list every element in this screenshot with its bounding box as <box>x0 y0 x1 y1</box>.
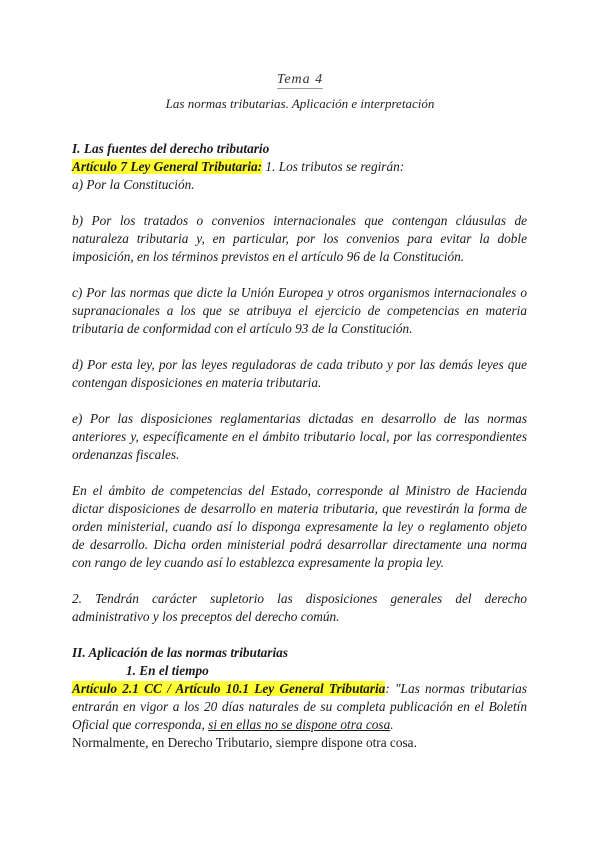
article-7-highlight: Artículo 7 Ley General Tributaria: <box>72 159 263 174</box>
tema-title <box>0 72 600 88</box>
supletorio-paragraph: 2. Tendrán carácter supletorio las disposiciones generales del derecho administrativo y los preceptos del derecho común. <box>72 591 527 624</box>
tema-title-text: Tema 4 <box>276 72 324 87</box>
subsection-tiempo-heading: 1. En el tiempo <box>126 663 209 678</box>
item-d: d) Por esta ley, por las leyes reguladoras de cada tributo y por las demás leyes que contengan disposiciones en materia tributaria. <box>72 357 527 390</box>
article-2-1-underlined: si en ellas no se dispone otra cosa <box>208 717 391 732</box>
item-e: e) Por las disposiciones reglamentarias dictadas en desarrollo de las normas anteriores y, específicamente en el ámbito tributario local, por las correspondientes ordenanzas fiscales. <box>72 411 527 462</box>
article-2-1-highlight: Artículo 2.1 CC / Artículo 10.1 Ley General Tributaria <box>72 681 386 696</box>
article-7-intro: 1. Los tributos se regirán: <box>262 159 405 174</box>
item-b: b) Por los tratados o convenios internacionales que contengan cláusulas de naturaleza tributaria y, en particular, por los convenios para evitar la doble imposición, en los términos previstos en el artículo 96 de la Constitución. <box>72 213 527 264</box>
item-c: c) Por las normas que dicte la Unión Europea y otros organismos internacionales o supranacionales a los que se atribuya el ejercicio de competencias en materia tributaria de conformidad con el artículo 93 de la Constitución. <box>72 285 527 336</box>
article-2-1-paragraph <box>72 680 527 734</box>
article-2-1-end: . <box>390 717 394 732</box>
document-subtitle: Las normas tributarias. Aplicación e interpretación <box>165 96 435 111</box>
document-body <box>72 140 527 752</box>
section-2-heading: II. Aplicación de las normas tributarias <box>72 645 288 660</box>
note-paragraph: Normalmente, en Derecho Tributario, siempre dispone otra cosa. <box>72 735 417 750</box>
item-a: a) Por la Constitución. <box>72 177 195 192</box>
article-2-1-text: : "Las normas tributarias entrarán en vigor a los 20 días naturales de su completa publicación en el Boletín Oficial que corresponda, <box>72 681 527 732</box>
estado-paragraph: En el ámbito de competencias del Estado, corresponde al Ministro de Hacienda dictar disposiciones de desarrollo en materia tributaria, que revestirán la forma de orden ministerial, cuando así lo disponga expresamente la ley o reglamento objeto de desarrollo. Dicha orden ministerial podrá desarrollar directamente una norma con rango de ley cuando así lo establezca expresamente la propia ley. <box>72 483 527 570</box>
article-7-paragraph <box>72 158 527 176</box>
section-1-heading: I. Las fuentes del derecho tributario <box>72 141 270 156</box>
